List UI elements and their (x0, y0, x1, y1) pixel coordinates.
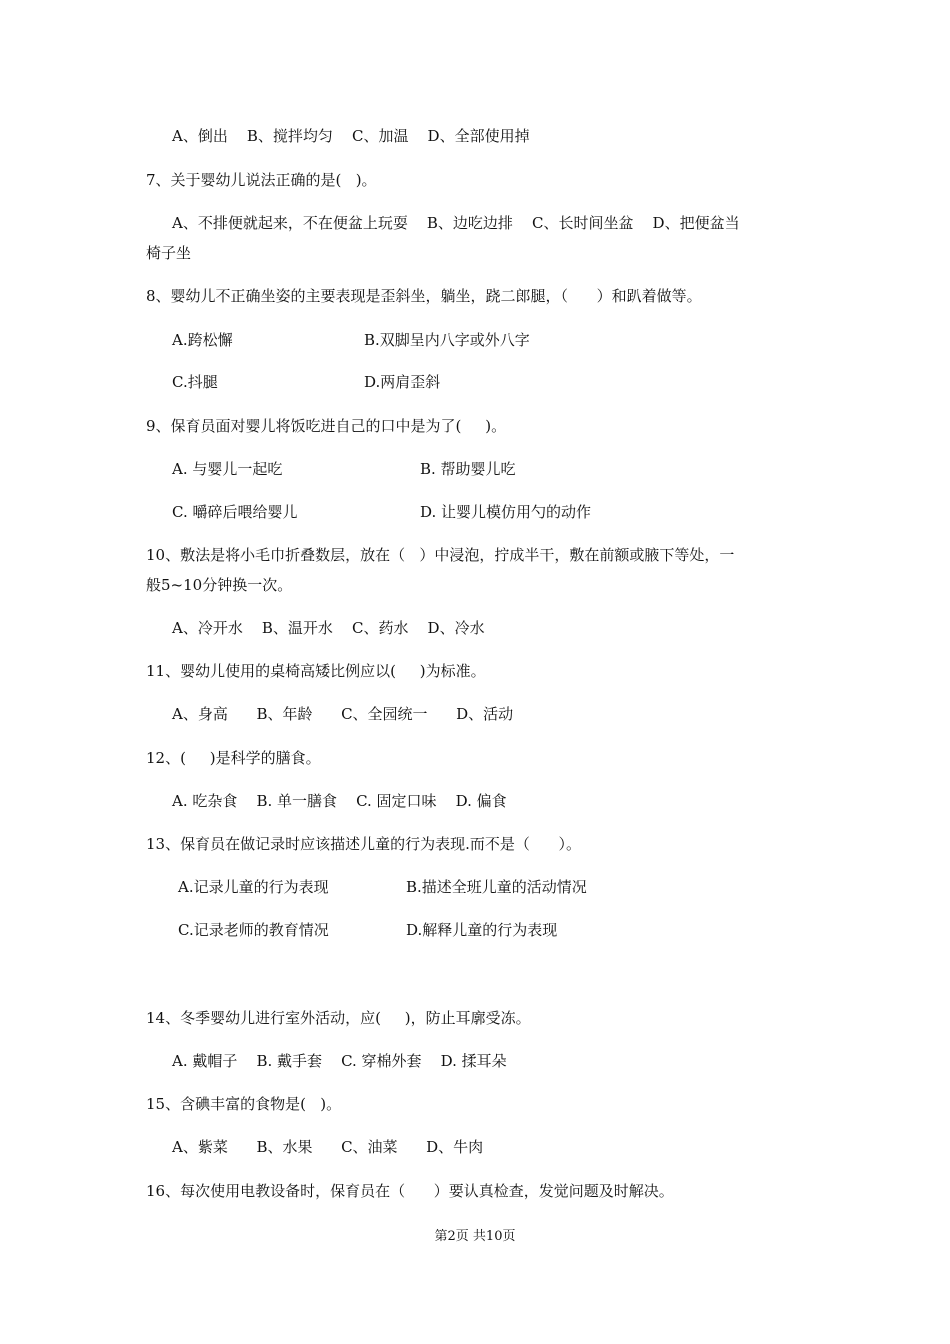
q12-options: A. 吃杂食 B. 单一膳食 C. 固定口味 D. 偏食 (172, 792, 507, 810)
q9-question: 9、保育员面对婴儿将饭吃进自己的口中是为了( )。 (146, 417, 507, 435)
q11-options: A、身高 B、年龄 C、全园统一 D、活动 (172, 705, 514, 723)
q11-question: 11、婴幼儿使用的桌椅高矮比例应以( )为标准。 (146, 662, 486, 680)
q7-question: 7、关于婴幼儿说法正确的是( )。 (146, 171, 377, 189)
q8-option-c: C.抖腿 (172, 373, 218, 391)
q13-option-a: A.记录儿童的行为表现 (178, 878, 329, 896)
q12-question: 12、( )是科学的膳食。 (146, 749, 321, 767)
q9-option-b: B. 帮助婴儿吃 (420, 460, 516, 478)
q9-option-c: C. 嚼碎后喂给婴儿 (172, 503, 298, 521)
q9-option-d: D. 让婴儿模仿用勺的动作 (420, 503, 592, 521)
q13-option-b: B.描述全班儿童的活动情况 (406, 878, 587, 896)
q8-question: 8、婴幼儿不正确坐姿的主要表现是歪斜坐，躺坐，跷二郎腿，（ ）和趴着做等。 (146, 287, 702, 305)
q10-question: 10、敷法是将小毛巾折叠数层，放在（ ）中浸泡，拧成半干，敷在前额或腋下等处，一 (146, 546, 735, 564)
q7-options: A、不排便就起来，不在便盆上玩耍 B、边吃边排 C、长时间坐盆 D、把便盆当 (172, 214, 740, 232)
q14-question: 14、冬季婴幼儿进行室外活动，应( )，防止耳廓受冻。 (146, 1009, 531, 1027)
q8-option-d: D.两肩歪斜 (364, 373, 441, 391)
q6-options: A、倒出 B、搅拌均匀 C、加温 D、全部使用掉 (172, 127, 530, 145)
q8-option-a: A.跨松懈 (172, 331, 233, 349)
page-footer: 第2页 共10页 (434, 1229, 516, 1244)
q10-question-cont: 般5~10分钟换一次。 (146, 576, 293, 594)
q15-question: 15、含碘丰富的食物是( )。 (146, 1095, 342, 1113)
q7-options-cont: 椅子坐 (146, 244, 192, 262)
q15-options: A、紫菜 B、水果 C、油菜 D、牛肉 (172, 1138, 484, 1156)
q13-question: 13、保育员在做记录时应该描述儿童的行为表现.而不是（ ）。 (146, 835, 581, 853)
q13-option-c: C.记录老师的教育情况 (178, 921, 329, 939)
q8-option-b: B.双脚呈内八字或外八字 (364, 331, 530, 349)
q16-question: 16、每次使用电教设备时，保育员在（ ）要认真检查，发觉问题及时解决。 (146, 1182, 674, 1200)
q9-option-a: A. 与婴儿一起吃 (172, 460, 283, 478)
q10-options: A、冷开水 B、温开水 C、药水 D、冷水 (172, 619, 485, 637)
q14-options: A. 戴帽子 B. 戴手套 C. 穿棉外套 D. 揉耳朵 (172, 1052, 507, 1070)
q13-option-d: D.解释儿童的行为表现 (406, 921, 558, 939)
